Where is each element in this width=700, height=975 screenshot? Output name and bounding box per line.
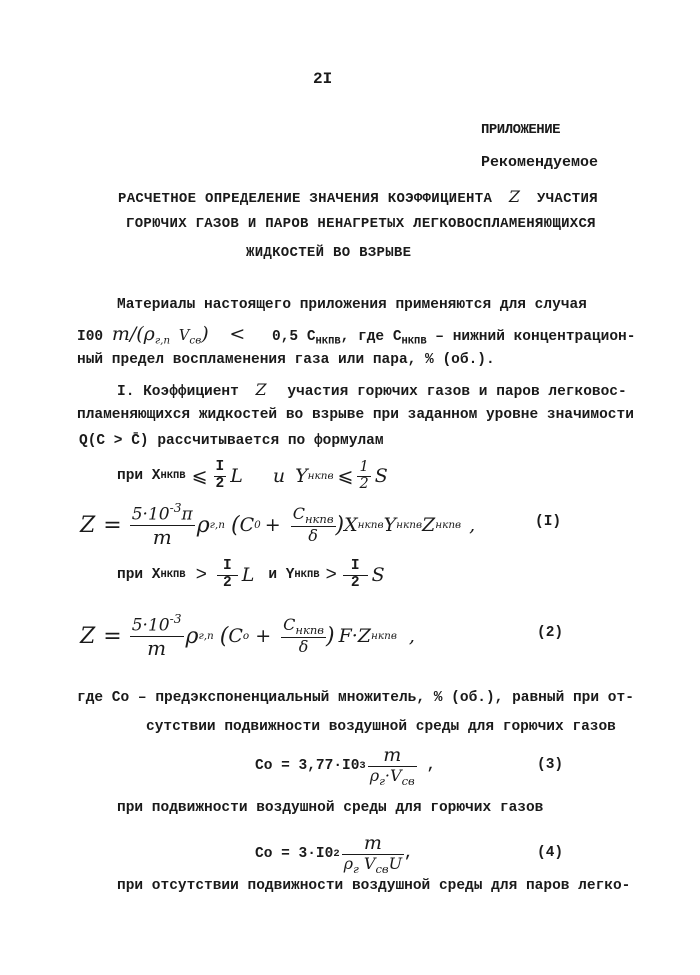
denominator: δ [308,526,318,546]
fraction [357,460,370,493]
numerator: I [215,458,225,475]
condition-2 [117,551,385,599]
sub: г,п [198,630,214,642]
var-c0: C [239,514,255,536]
last-line: при отсутствии подвижности воздушной среды для паров легко- [117,878,631,894]
conjunction: и [272,465,286,487]
formula-3-number: (3) [537,757,564,773]
sub: г [379,773,385,788]
denominator: 2 [359,475,369,492]
var-y: Y [383,514,397,536]
mobile-air-text: при подвижности воздушной среды для горючих газов [117,800,544,816]
text: рассчитывается по формулам [157,433,384,449]
denominator: m [147,635,167,660]
fraction [291,505,336,544]
fraction [214,460,227,493]
text: при X [117,567,161,583]
var-s: S [371,564,385,586]
numerator: m [368,745,417,767]
section1-line-1 [117,380,627,400]
formula-lhs: Co = 3·I0 [255,846,334,862]
sub: НКПВ [315,335,341,348]
denominator: δ [298,637,309,657]
var-x: X [344,514,358,536]
intro-line-2: I00 $m/(\rho_{г,п}$ $V_{св}) < 0,5$ $C_{НКПВ}$, где $C_{НКПВ}$ – нижний концентрацион- [77,323,636,348]
formula-1: Z = $\frac{5\cdot 10^{-3}\pi}{m}$ ρ г,п ( C 0 + $\frac{C_{нкпв}}{\delta}$ ) X нкпв Y нкпв Z нкпв , [80,501,476,549]
formula-4 [255,828,413,880]
text: при X [117,468,161,484]
var-c0: C [228,625,243,647]
fraction [217,559,238,592]
var-v: ·V [384,765,402,785]
numerator: C [292,504,305,524]
text: 0,5 C [272,329,316,345]
denominator: 2 [350,574,360,591]
formula-2-number: (2) [537,625,564,641]
fraction [130,502,195,547]
sub: 0 [254,519,261,531]
z-symbol: Z [255,380,267,399]
text: – нижний концентрацион- [426,329,636,345]
rho: ρ [343,853,353,873]
comma: , [408,625,415,647]
numerator: I [343,559,368,576]
condition-1 [117,452,388,500]
var-z: Z [80,512,96,538]
var-l: L [241,564,255,586]
numerator: I [217,559,238,576]
var-u: U [388,853,403,873]
var-l: L [230,465,243,487]
formula-1-number: (I) [535,514,562,530]
var-v: V [358,853,376,873]
fraction [342,833,405,876]
pi: π [181,504,193,525]
denominator: 2 [222,574,232,591]
z-symbol: Z [508,187,521,206]
explanation-line-2: сутствии подвижности воздушной среды для горючих газов [146,719,616,735]
exponent: -3 [169,612,182,627]
sub: нкпв [371,630,397,642]
sub: св [401,773,415,788]
equals-sign: = [103,623,122,649]
probability-expression: Q(C > C̄) [79,433,149,449]
denominator: m [152,524,172,549]
formula-4-number: (4) [537,845,564,861]
exponent: -3 [169,501,182,516]
recommended-label: Рекомендуемое [481,154,599,171]
formula-2: Z = $\frac{5\cdot 10^{-3}}{m}$ ρ г,п ( C o + $\frac{C_{нкпв}}{\delta}$ ) F·Z нкпв , [80,612,415,660]
numerator: 5·10 [131,615,170,636]
conjunction: и Y [268,567,295,583]
intro-line-1: Материалы настоящего приложения применяются для случая [117,297,587,313]
math-rho: ρ [143,323,155,345]
var-f-z: F·Z [338,625,372,647]
fraction [130,613,184,658]
document-title-line-3: ЖИДКОСТЕЙ ВО ВЗРЫВЕ [246,245,412,261]
gt-sign: > [195,564,207,586]
sub: НКПВ [160,470,186,482]
math-sub: св [189,334,202,347]
sub: o [242,630,250,642]
denominator: 2 [215,475,225,492]
rho: ρ [369,765,380,785]
plus-sign: + [255,625,272,647]
sub: г [353,861,359,876]
intro-line-3: ный предел воспламенения газа или пара, % (об.). [77,352,495,368]
sub: г,п [209,519,225,531]
exponent: 3 [359,760,366,772]
fraction [368,745,417,788]
sub: нкпв [307,470,334,482]
sub: нкпв [357,519,384,531]
equals-sign: = [103,512,122,538]
var-z: Z [80,623,96,649]
title-text: УЧАСТИЯ [537,191,598,207]
formula-lhs: Co = 3,77·I0 [255,758,360,774]
math-sub: г,п [154,334,171,347]
sub: НКПВ [294,569,320,581]
gt-sign: > [325,564,337,586]
leq-sign: ⩽ [337,465,354,488]
explanation-line-1: где Co – предэкспоненциальный множитель, % (об.), равный при от- [77,690,634,706]
less-than: < [229,323,246,345]
sub: НКПВ [401,335,427,348]
leq-sign: ⩽ [191,465,208,488]
comma: , [469,514,476,536]
numerator: 1 [359,458,369,475]
appendix-label: ПРИЛОЖЕНИЕ [481,122,561,138]
fraction [281,616,326,655]
math-v: V [178,328,190,344]
section1-line-2: пламеняющихся жидкостей во взрыве при заданном уровне значимости [77,407,634,423]
page-number: 2I [313,70,333,88]
formula-3 [255,740,435,792]
sub: нкпв [295,623,324,638]
title-text: РАСЧЕТНОЕ ОПРЕДЕЛЕНИЕ ЗНАЧЕНИЯ КОЭФФИЦИЕНТА [118,191,493,207]
document-title-line-1 [118,187,598,207]
section1-line-3 [79,433,384,449]
numerator: C [283,615,296,635]
numerator: m [342,833,405,855]
sub: нкпв [396,519,423,531]
var-y: Y [295,465,308,487]
comma: , [426,758,436,774]
var-s: S [374,465,388,487]
text: I. Коэффициент [117,384,239,400]
comma: , [404,846,413,862]
exponent: 2 [333,848,340,860]
fraction [343,559,368,592]
plus-sign: + [264,514,281,536]
text: участия горючих газов и паров легковос- [287,384,627,400]
sub: нкпв [304,512,334,527]
sub: НКПВ [160,569,186,581]
document-title-line-2: ГОРЮЧИХ ГАЗОВ И ПАРОВ НЕНАГРЕТЫХ ЛЕГКОВОСПЛАМЕНЯЮЩИХСЯ [126,216,596,232]
var-z: Z [422,514,436,536]
numerator: 5·10 [131,504,170,525]
sub: нкпв [435,519,462,531]
math-m: m [111,323,130,345]
text: I00 [77,329,104,345]
text: , где C [340,329,402,345]
sub: св [375,861,389,876]
